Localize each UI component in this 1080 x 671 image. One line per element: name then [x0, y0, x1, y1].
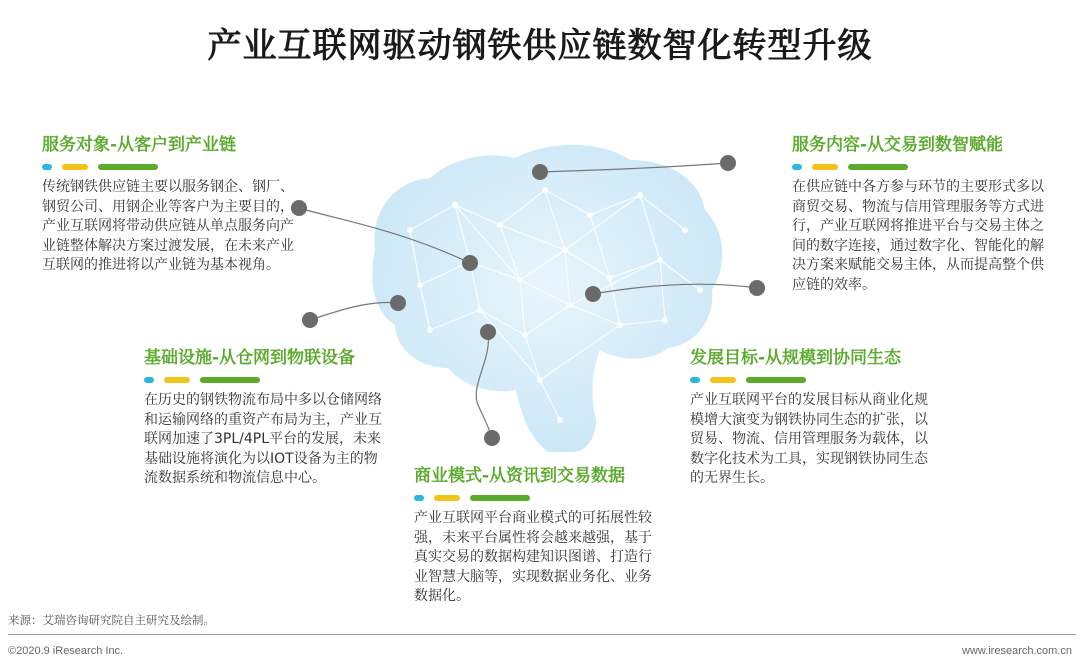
service-target-block — [42, 130, 307, 276]
network-node — [462, 255, 478, 271]
network-node — [302, 312, 318, 328]
block-body: 传统钢铁供应链主要以服务钢企、钢厂、钢贸公司、用钢企业等客户为主要目的，产业互联网将带动供应链从单点服务向产业链整体解决方案过渡发展，在未来产业互联网的推进将以产业链为基本视角。 — [42, 179, 294, 273]
block-body: 产业互联网平台的发展目标从商业化规模增大演变为钢铁协同生态的扩张，以贸易、物流、信用管理服务为载体，以数字化技术为工具，实现钢铁协同生态的无界生长。 — [690, 392, 928, 486]
block-title: 商业模式-从资讯到交易数据 — [414, 466, 626, 486]
block-title: 基础设施-从仓网到物联设备 — [144, 348, 356, 368]
block-body: 在供应链中各方参与环节的主要形式多以商贸交易、物流与信用管理服务等方式进行，产业互联网将推进平台与交易主体之间的数字连接，通过数字化、智能化的解决方案来赋能交易主体，从而提高整个供应链的效率。 — [792, 179, 1044, 293]
color-bar-decoration — [690, 377, 930, 383]
footer-divider — [8, 634, 1076, 635]
network-node — [585, 286, 601, 302]
color-bar-decoration — [42, 164, 307, 170]
color-bar-decoration — [414, 495, 652, 501]
block-title: 服务内容-从交易到数智赋能 — [792, 135, 1004, 155]
color-bar-decoration — [792, 164, 1048, 170]
development-goal-block — [690, 343, 930, 489]
business-model-block — [414, 461, 652, 607]
network-node — [390, 295, 406, 311]
network-node — [720, 155, 736, 171]
network-node — [480, 324, 496, 340]
source-note: 来源：艾瑞咨询研究院自主研究及绘制。 — [8, 613, 215, 627]
page-title: 产业互联网驱动钢铁供应链数智化转型升级 — [207, 26, 873, 66]
infrastructure-block — [144, 343, 382, 489]
color-bar-decoration — [144, 377, 382, 383]
block-body: 产业互联网平台商业模式的可拓展性较强，未来平台属性将会越来越强，基于真实交易的数据构建知识图谱、打造行业智慧大脑等，实现数据业务化、业务数据化。 — [414, 510, 652, 604]
network-node — [484, 430, 500, 446]
block-title: 服务对象-从客户到产业链 — [42, 135, 237, 155]
network-node — [749, 280, 765, 296]
network-node — [532, 164, 548, 180]
block-body: 在历史的钢铁物流布局中多以仓储网络和运输网络的重资产布局为主，产业互联网加速了3PL/4PL平台的发展，未来基础设施将演化为以IOT设备为主的物流数据系统和物流信息中心。 — [144, 392, 382, 486]
website-link[interactable]: www.iresearch.com.cn — [961, 645, 1072, 657]
block-title: 发展目标-从规模到协同生态 — [690, 348, 902, 368]
service-content-block — [792, 130, 1048, 295]
copyright-text: ©2020.9 iResearch Inc. — [8, 645, 124, 657]
